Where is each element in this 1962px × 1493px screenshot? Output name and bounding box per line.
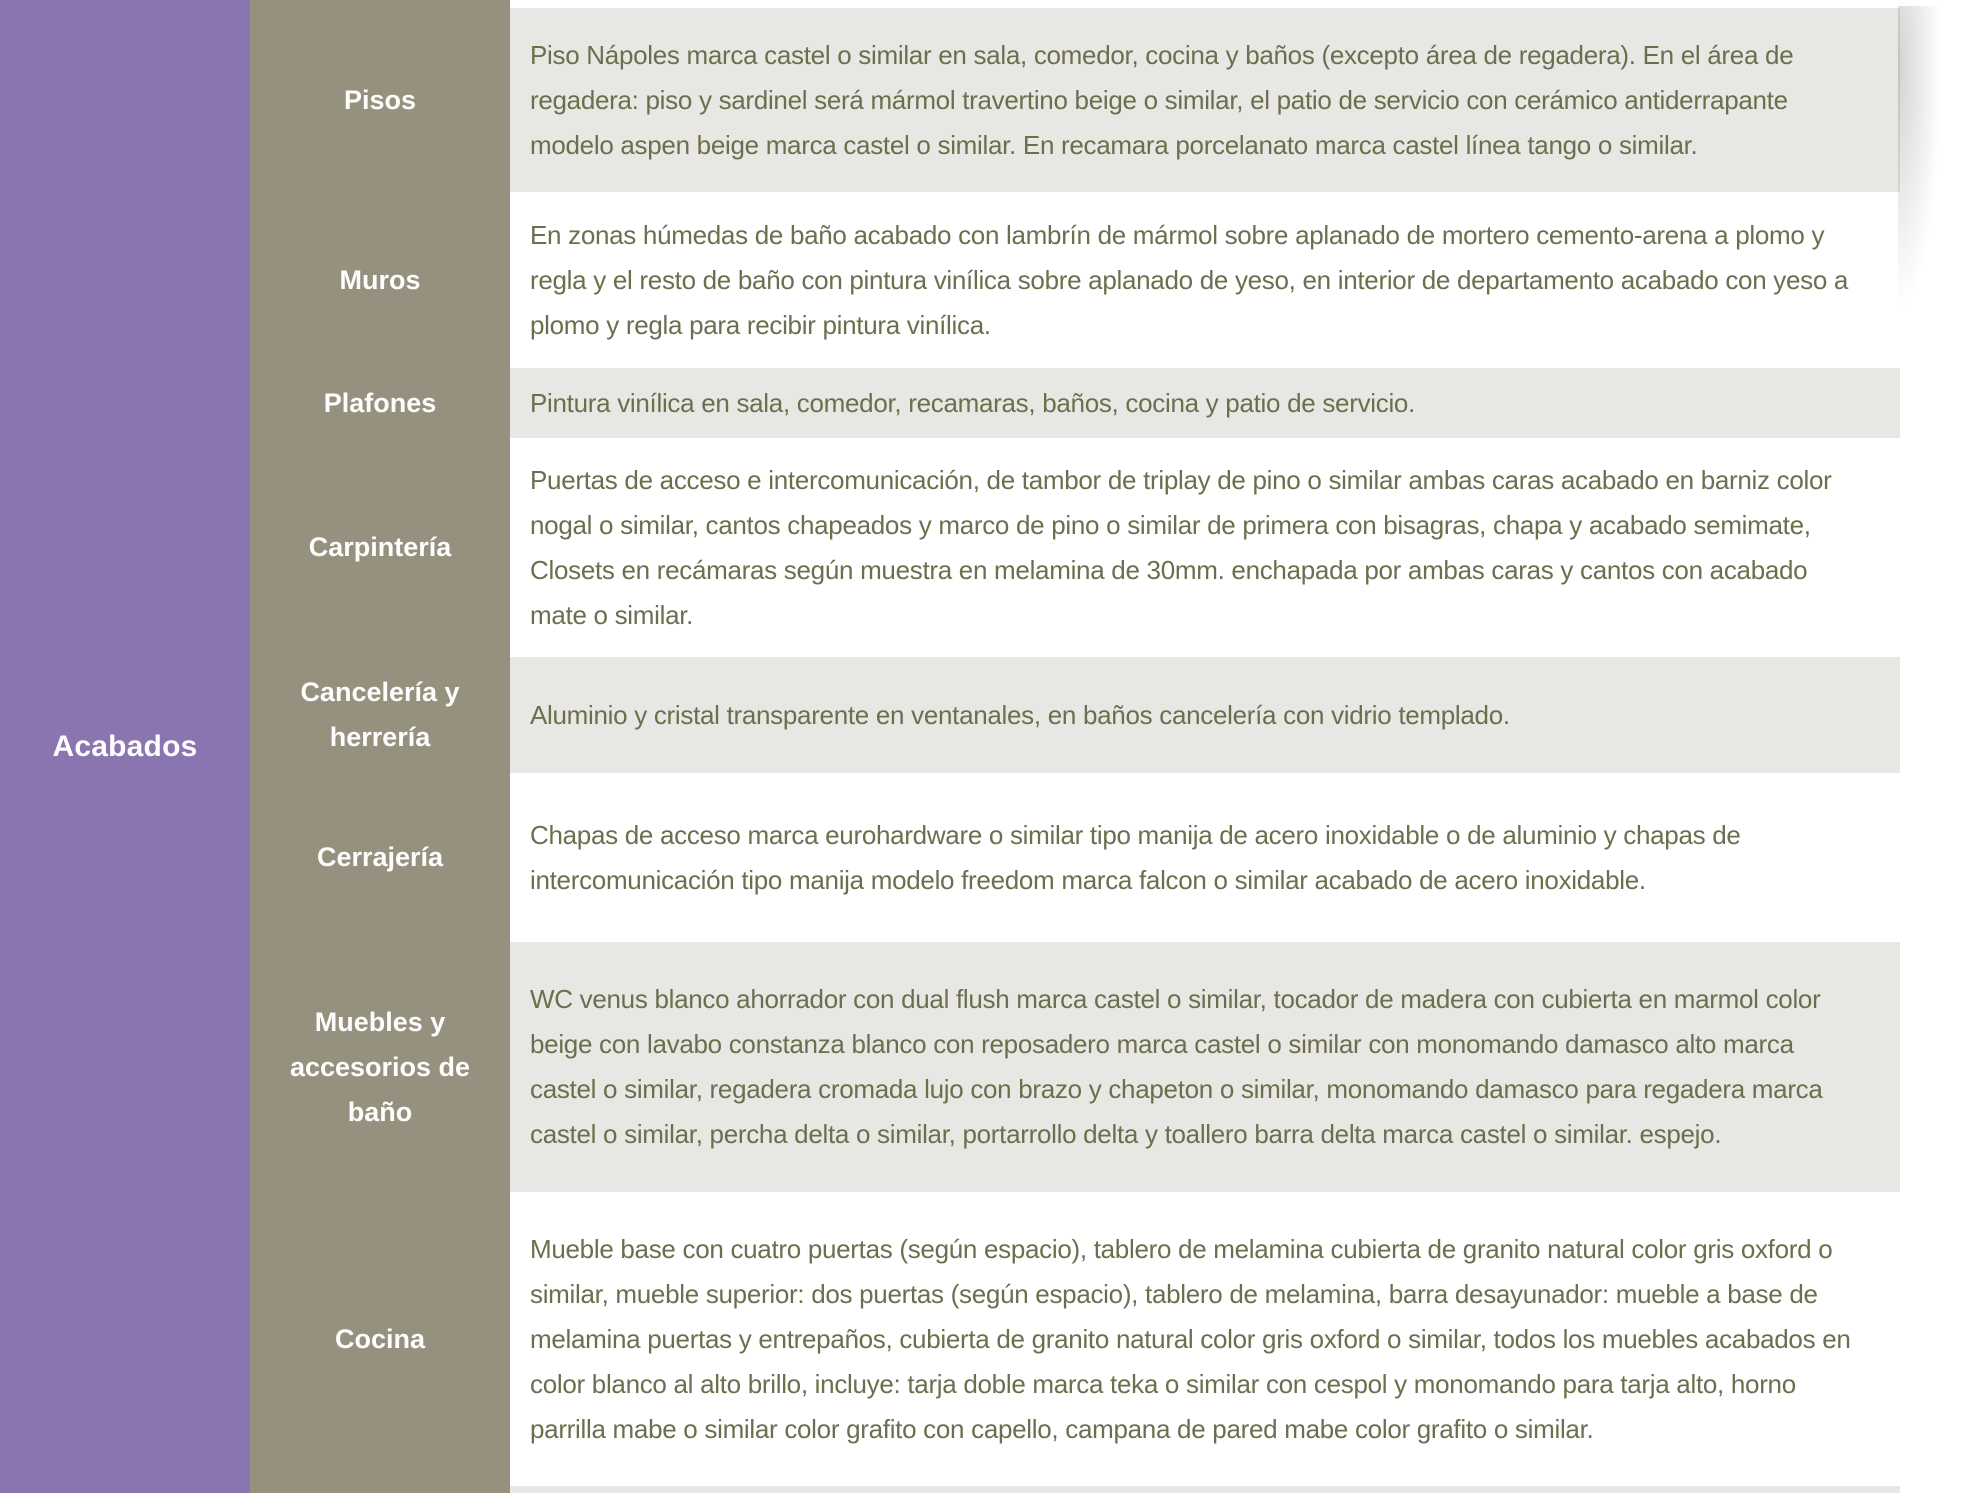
row-description-cell <box>510 657 1900 773</box>
specifications-table <box>250 0 1900 1493</box>
row-description-text: Aluminio y cristal transparente en ventanales, en baños cancelería con vidrio templado. <box>530 699 1510 730</box>
row-description-text: Chapas de acceso marca eurohardware o similar tipo manija de acero inoxidable o de aluminio y chapas de intercomunicación tipo manija modelo freedom marca falcon o similar acabado de acero inoxidable. <box>530 819 1741 895</box>
row-description-cell <box>510 445 1900 650</box>
row-description-text: Puertas de acceso e intercomunicación, de tambor de triplay de pino o similar ambas caras acabado en barniz color nogal o similar, cantos chapeados y marco de pino o similar de primera con bisagras, chapa y acabado semimate, Closets en recámaras según muestra en melamina de 30mm. enchapada por ambas caras y cantos con acabado mate o similar. <box>530 464 1832 630</box>
table-row <box>250 942 1900 1192</box>
table-row <box>250 8 1900 192</box>
table-row <box>250 657 1900 773</box>
row-header-label: Cerrajería <box>316 842 444 872</box>
next-row-edge <box>510 1486 1900 1493</box>
row-description-cell <box>510 8 1900 192</box>
page-shadow <box>1898 6 1950 446</box>
row-header-label: Pisos <box>343 84 417 115</box>
row-header-label: Cancelería y herrería <box>300 677 460 752</box>
table-row <box>250 1199 1900 1479</box>
row-description-text: Piso Nápoles marca castel o similar en sala, comedor, cocina y baños (excepto área de regadera). En el área de regadera: piso y sardinel será mármol travertino beige o similar, el patio de servicio con cerámico antiderrapante modelo aspen beige marca castel o similar. En recamara porcelanato marca castel línea tango o similar. <box>530 39 1794 160</box>
row-header-label: Cocina <box>334 1323 426 1354</box>
row-description-cell <box>510 942 1900 1192</box>
table-row <box>250 445 1900 650</box>
row-header-label: Muebles y accesorios de baño <box>289 1006 471 1127</box>
row-description-cell <box>510 1199 1900 1479</box>
table-row <box>250 199 1900 361</box>
row-description-cell <box>510 368 1900 438</box>
row-description-text: En zonas húmedas de baño acabado con lambrín de mármol sobre aplanado de mortero cemento-arena a plomo y regla y el resto de baño con pintura vinílica sobre aplanado de yeso, en interior de departamento acabado con yeso a plomo y regla para recibir pintura vinílica. <box>530 219 1849 340</box>
table-row <box>250 780 1900 935</box>
row-description-text: Mueble base con cuatro puertas (según espacio), tablero de melamina cubierta de granito natural color gris oxford o similar, mueble superior: dos puertas (según espacio), tablero de melamina, barra desayunador: mueble a base de melamina puertas y entrepaños, cubierta de granito natural color gris oxford o similar, todos los muebles acabados en color blanco al alto brillo, incluye: tarja doble marca teka o similar con cespol y monomando para tarja alto, horno parrilla mabe o similar color grafito con capello, campana de pared mabe color grafito o similar. <box>530 1233 1851 1444</box>
row-header-label: Muros <box>339 264 421 295</box>
row-description-text: Pintura vinílica en sala, comedor, recamaras, baños, cocina y patio de servicio. <box>530 387 1416 418</box>
table-row <box>250 368 1900 438</box>
row-header-label: Carpintería <box>308 532 452 562</box>
row-description-cell <box>510 199 1900 361</box>
category-label: Acabados <box>52 729 198 763</box>
row-header-label: Plafones <box>323 387 437 418</box>
row-description-text: WC venus blanco ahorrador con dual flush marca castel o similar, tocador de madera con cubierta en marmol color beige con lavabo constanza blanco con reposadero marca castel o similar con monomando damasco alto marca castel o similar, regadera cromada lujo con brazo y chapeton o similar, monomando damasco para regadera marca castel o similar, percha delta o similar, portarrollo delta y toallero barra delta marca castel o similar. espejo. <box>530 984 1823 1149</box>
row-description-cell <box>510 780 1900 935</box>
